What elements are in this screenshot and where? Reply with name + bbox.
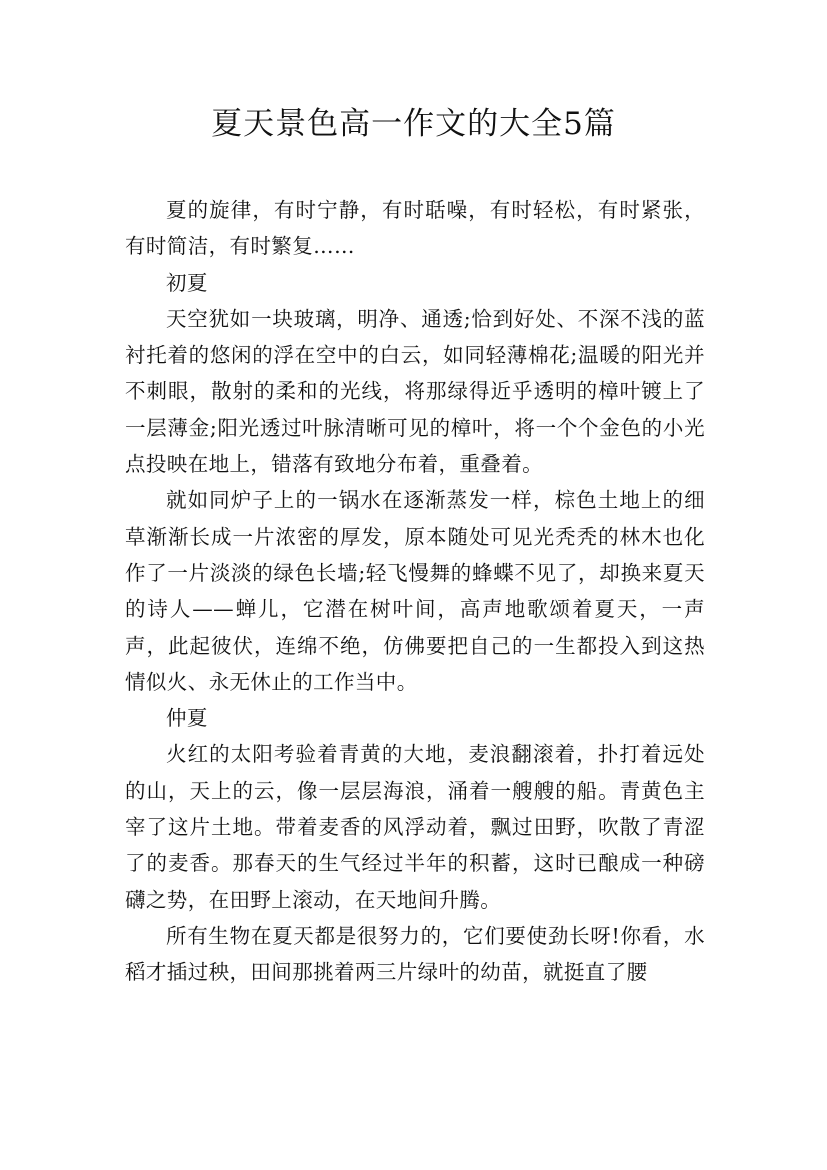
document-body <box>125 192 705 991</box>
section-heading-early-summer: 初夏 <box>166 270 208 295</box>
section-heading-midsummer: 仲夏 <box>166 706 208 731</box>
document-title: 夏天景色高一作文的大全5篇 <box>211 106 616 142</box>
paragraph-sky: 天空犹如一块玻璃，明净、通透;恰到好处、不深不浅的蓝衬托着的悠闲的浮在空中的白云，如同轻薄棉花;温暖的阳光并不刺眼，散射的柔和的光线，将那绿得近乎透明的樟叶镀上了一层薄金;阳光透过叶脉清晰可见的樟叶，将一个个金色的小光点投映在地上，错落有致地分布着，重叠着。 <box>125 306 705 477</box>
paragraph-growth: 所有生物在夏天都是很努力的，它们要使劲长呀!你看，水稻才插过秧，田间那挑着两三片绿叶的幼苗，就挺直了腰 <box>125 923 705 985</box>
paragraph-wheat: 火红的太阳考验着青黄的大地，麦浪翻滚着，扑打着远处的山，天上的云，像一层层海浪，涌着一艘艘的船。青黄色主宰了这片土地。带着麦香的风浮动着，飘过田野，吹散了青涩了的麦香。那春天的生气经过半年的积蓄，这时已酿成一种磅礴之势，在田野上滚动，在天地间升腾。 <box>125 742 705 912</box>
paragraph-cicada: 就如同炉子上的一锅水在逐渐蒸发一样，棕色土地上的细草渐渐长成一片浓密的厚发，原本随处可见光秃秃的林木也化作了一片淡淡的绿色长墙;轻飞慢舞的蜂蝶不见了，却换来夏天的诗人——蝉儿，它潜在树叶间，高声地歌颂着夏天，一声声，此起彼伏，连绵不绝，仿佛要把自己的一生都投入到这热情似火、永无休止的工作当中。 <box>125 488 705 694</box>
paragraph-intro: 夏的旋律，有时宁静，有时聒噪，有时轻松，有时紧张，有时简洁，有时繁复…… <box>125 198 705 259</box>
